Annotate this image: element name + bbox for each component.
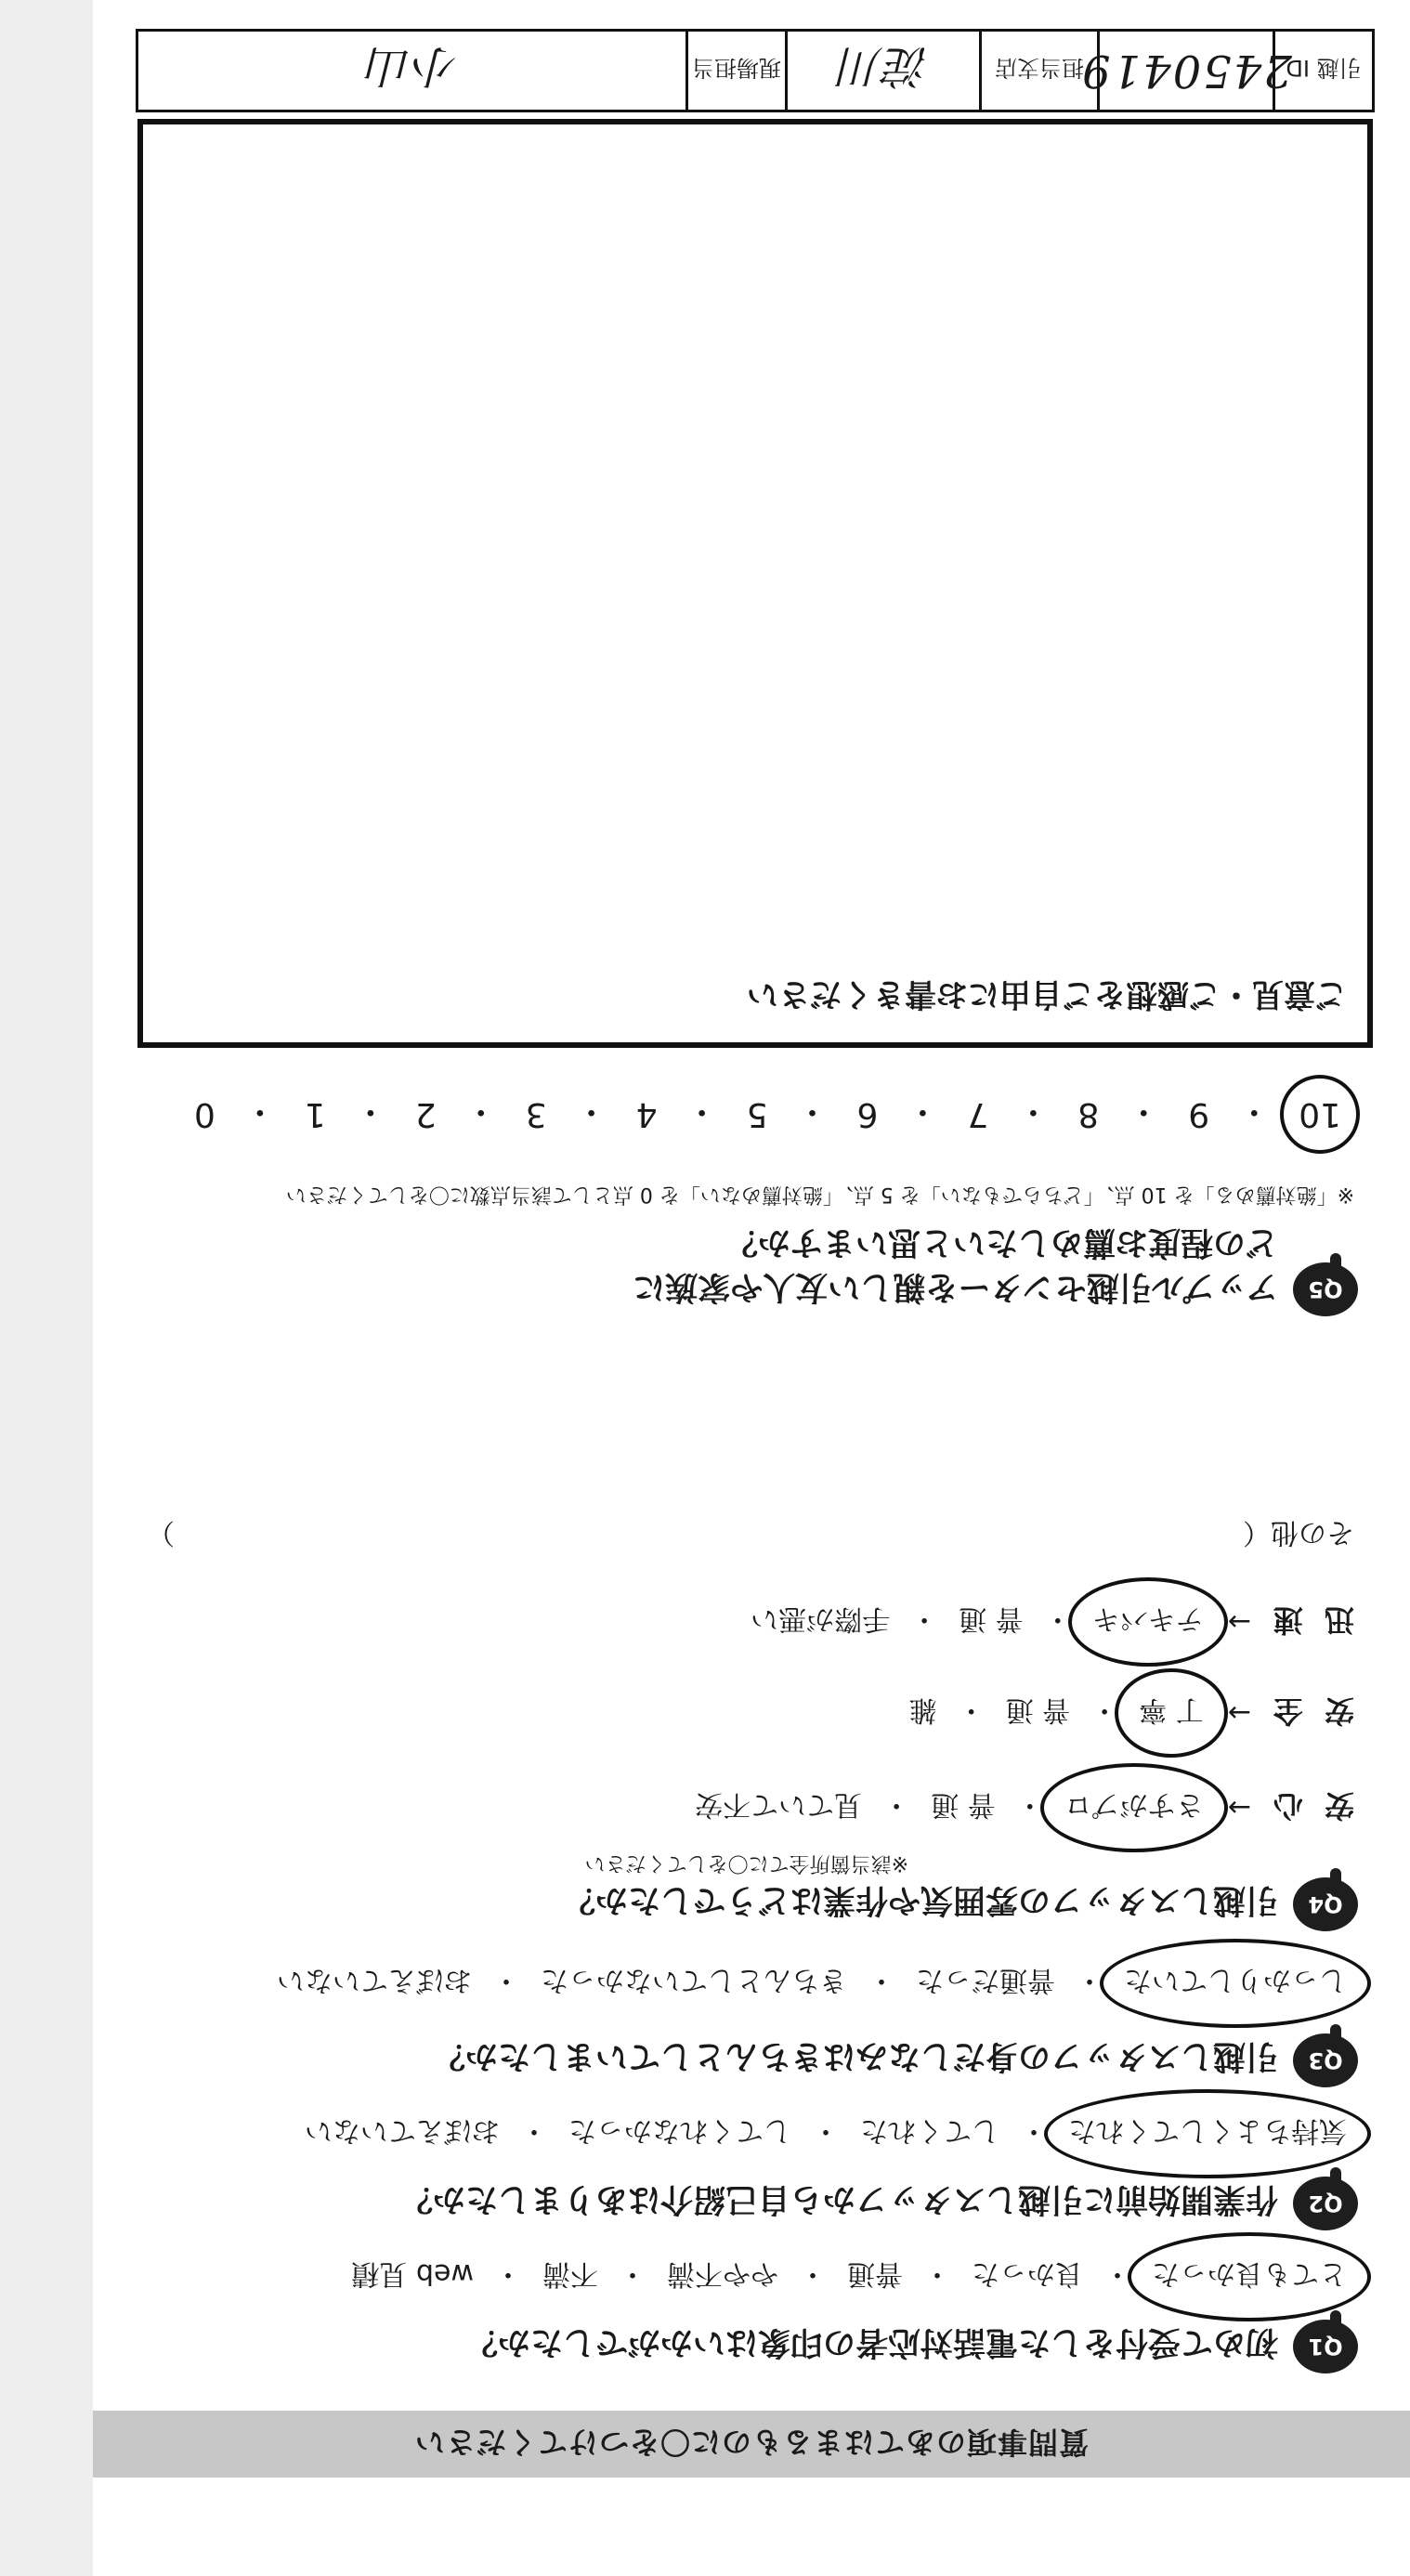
comment-title: ご意見・ご感想をご自由にお書きください [747,975,1347,1013]
q5-score-5[interactable]: 5 [746,1095,768,1133]
q4-row-1-label: 安 心 [1267,1788,1354,1824]
q4-badge: Q4 [1293,1877,1358,1931]
q3-badge: Q3 [1293,2033,1358,2087]
id-table [136,29,1375,112]
q4-row-1-option-1[interactable]: さすがプロ [1057,1787,1211,1828]
arrow-icon: → [1227,1696,1251,1730]
q5-score-6[interactable]: 6 [856,1095,879,1133]
q1-text: 初めて受付をした電話対応者の印象はいかがでしたか？ [464,2323,1278,2360]
q3-text: 引越しスタッフの身だしなみはきちんとしていましたか？ [432,2037,1278,2074]
arrow-icon: → [1227,1791,1251,1824]
q4-row-3-label: 迅 速 [1267,1602,1354,1638]
q1-option-4[interactable]: やや不満 [667,2257,778,2290]
q2-option-4[interactable]: おぼえていない [305,2114,500,2147]
q4-text: 引越しスタッフの雰囲気や作業はどうでしたか？ [562,1881,1278,1918]
q5-score-1[interactable]: 1 [304,1095,326,1133]
q2-badge: Q2 [1293,2177,1358,2230]
q2-options: 気持ちよくしてくれた ・ してくれた ・ してくれなかった ・ おぼえていない [297,2113,1354,2154]
q4-row-2-label: 安 全 [1267,1693,1354,1729]
q4-row-1-option-3[interactable]: 見ていて不安 [695,1788,863,1821]
q4-row-1-option-2[interactable]: 普 通 [931,1788,996,1821]
header-banner: 質問事項のあてはまるものに〇をつけてください [93,2411,1410,2478]
q5-score-10[interactable]: 10 [1286,1095,1354,1133]
paper-edge [0,0,93,2576]
q3-option-1[interactable]: しっかりしていた [1116,1963,1354,2004]
q4-other-label: その他（ [1243,1516,1354,1549]
q5-text-line1: アップル引越センターを親しい友人や家族に [633,1268,1278,1305]
q4-other [147,1515,1354,1556]
q4-row-2-option-1[interactable]: 丁 寧 [1131,1693,1211,1733]
branch-value[interactable]: 淀川 [785,32,979,110]
q4-row-2-option-3[interactable]: 雑 [908,1693,937,1726]
q5-score-0[interactable]: 0 [193,1095,215,1133]
leader-label: 現場担当 [685,32,785,110]
q1-option-1[interactable]: とても良かった [1144,2256,1354,2297]
q4-row-3: 迅 速 → テキパキ ・ 普 通 ・ 手際が悪い [743,1601,1354,1643]
q1-badge: Q1 [1293,2320,1358,2373]
q2-option-1[interactable]: 気持ちよくしてくれた [1061,2113,1354,2154]
q3-option-3[interactable]: きちんとしていなかった [541,1964,847,1996]
q4-row-1: 安 心 → さすがプロ ・ 普 通 ・ 見ていて不安 [687,1786,1354,1829]
q5-score-9[interactable]: 9 [1188,1095,1210,1133]
q3-option-2[interactable]: 普通だった [916,1964,1055,1996]
q3-option-4[interactable]: おぼえていない [277,1964,472,1996]
q5-score-4[interactable]: 4 [635,1095,658,1133]
q2-text: 作業開始前に引越しスタッフから自己紹介はありましたか？ [399,2180,1278,2217]
q5-score-8[interactable]: 8 [1077,1095,1100,1133]
q5-score-7[interactable]: 7 [967,1095,989,1133]
q2-option-2[interactable]: してくれた [860,2114,999,2147]
q4-row-2-option-2[interactable]: 普 通 [1005,1693,1071,1726]
q4-row-3-option-3[interactable]: 手際が悪い [751,1602,891,1635]
id-label: 引越 ID [1273,32,1372,110]
q1-options: とても良かった ・ 良かった ・ 普通 ・ やや不満 ・ 不満 ・ web 見積 [344,2256,1354,2297]
q4-other-close: ） [147,1516,175,1549]
q5-score-3[interactable]: 3 [525,1095,547,1133]
q4-note: ※該当箇所全てに〇をしてください [584,1851,908,1875]
q4-row-3-option-1[interactable]: テキパキ [1085,1602,1211,1642]
q2-option-3[interactable]: してくれなかった [568,2114,791,2147]
comment-box[interactable] [137,119,1373,1048]
q1-option-6[interactable]: web 見積 [351,2257,474,2290]
id-value[interactable]: 2450419 [1097,32,1273,110]
q5-note: ※「絶対薦める」を 10 点、「どちらでもない」を 5 点、「絶対薦めない」を 0 点として該当点数に〇をしてください [285,1183,1354,1206]
q1-option-2[interactable]: 良かった [972,2257,1083,2290]
q5-text-line2: どの程度お薦めしたいと思いますか？ [725,1223,1278,1261]
q4-row-2: 安 全 → 丁 寧 ・ 普 通 ・ 雑 [902,1692,1354,1734]
q5-score-2[interactable]: 2 [414,1095,437,1133]
arrow-icon: → [1227,1605,1251,1639]
q5-badge: Q5 [1293,1262,1358,1316]
q3-options: しっかりしていた ・ 普通だった ・ きちんとしていなかった ・ おぼえていない [269,1963,1354,2004]
q4-row-3-option-2[interactable]: 普 通 [959,1602,1024,1635]
q1-option-5[interactable]: 不満 [542,2257,598,2290]
q5-scale: 10 ・ 9 ・ 8 ・ 7 ・ 6 ・ 5 ・ 4 ・ 3 ・ 2 ・ 1 ・ 0 [181,1091,1354,1138]
leader-value[interactable]: 小山 [365,40,459,93]
q1-option-3[interactable]: 普通 [847,2257,903,2290]
branch-label: 担当支店 [979,32,1097,110]
